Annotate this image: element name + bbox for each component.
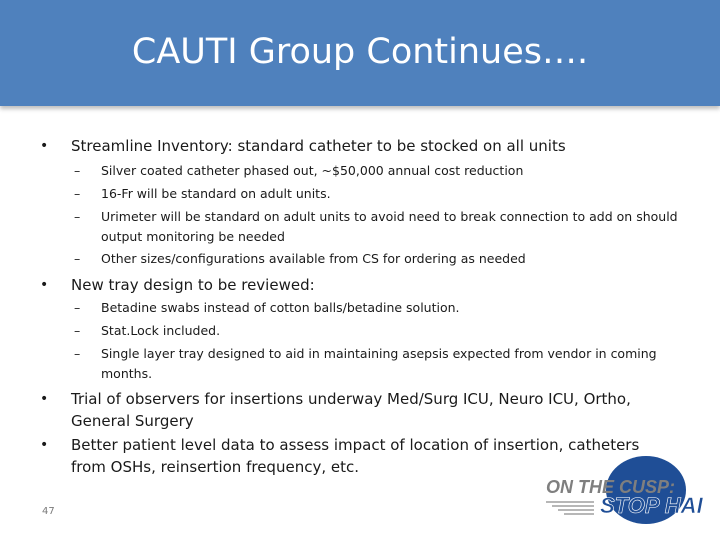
bullet-marker: • xyxy=(40,138,49,154)
sub-bullet-1-1: Silver coated catheter phased out, ~$50,000 annual cost reduction xyxy=(101,163,524,178)
bullet-marker: • xyxy=(40,391,49,407)
dash-marker: – xyxy=(74,163,81,178)
logo-line2: STOP HAI xyxy=(600,493,703,518)
slide-title: CAUTI Group Continues…. xyxy=(131,32,589,72)
sub-bullet-1-4: Other sizes/configurations available from CS for ordering as needed xyxy=(101,251,526,266)
sub-bullet-1-2: 16-Fr will be standard on adult units. xyxy=(101,186,331,201)
logo-line1: ON THE CUSP: xyxy=(546,477,676,497)
dash-marker: – xyxy=(74,323,81,338)
dash-marker: – xyxy=(74,186,81,201)
bullet-marker: • xyxy=(40,437,49,453)
bullet-2: New tray design to be reviewed: xyxy=(71,276,315,294)
dash-marker: – xyxy=(74,209,81,224)
sub-bullet-1-3: Urimeter will be standard on adult units to avoid need to break connection to add on should output monitoring be needed xyxy=(101,209,678,244)
bullet-marker: • xyxy=(40,277,49,293)
sub-bullet-2-3: Single layer tray designed to aid in maintaining asepsis expected from vendor in coming months. xyxy=(101,346,657,381)
bullet-3: Trial of observers for insertions underway Med/Surg ICU, Neuro ICU, Ortho, General Surgery xyxy=(71,390,631,430)
bullet-1: Streamline Inventory: standard catheter to be stocked on all units xyxy=(71,137,566,155)
dash-marker: – xyxy=(74,346,81,361)
sub-bullet-2-1: Betadine swabs instead of cotton balls/betadine solution. xyxy=(101,300,460,315)
slide-number: 47 xyxy=(42,506,55,517)
sub-bullet-2-2: Stat.Lock included. xyxy=(101,323,221,338)
bullet-4: Better patient level data to assess impact of location of insertion, catheters from OSHs, reinsertion frequency, etc. xyxy=(71,436,640,476)
dash-marker: – xyxy=(74,251,81,266)
on-the-cusp-stop-hai-logo xyxy=(536,450,712,530)
dash-marker: – xyxy=(74,300,81,315)
